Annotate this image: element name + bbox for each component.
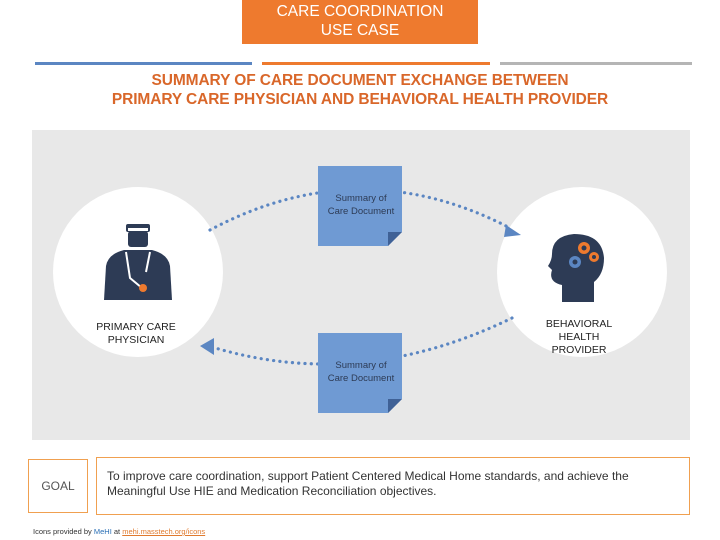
tag-line-2: USE CASE [320, 22, 400, 39]
arrowhead-left [200, 338, 214, 355]
goal-label-box [28, 459, 88, 513]
behavioral-label-line-3: PROVIDER [551, 344, 607, 356]
credit-org: MeHI [93, 527, 112, 536]
physician-label [78, 321, 194, 347]
behavioral-label-line-2: HEALTH [558, 331, 600, 343]
doc-top-label [316, 192, 406, 218]
goal-text-line-1: To improve care coordination, support Patient Centered Medical Home standards, and achieve the [107, 469, 629, 483]
goal-label: GOAL [41, 479, 75, 493]
title-line-2: PRIMARY CARE PHYSICIAN AND BEHAVIORAL HEALTH PROVIDER [111, 91, 609, 108]
behavioral-label-line-1: BEHAVIORAL [545, 318, 613, 330]
doc-bottom-label [316, 359, 406, 385]
goal-text-box [96, 457, 690, 515]
credit-prefix: Icons provided by [33, 527, 94, 536]
physician-label-line-2: PHYSICIAN [107, 334, 165, 346]
doc-top-label-line-2: Care Document [327, 206, 395, 217]
physician-label-line-1: PRIMARY CARE [96, 321, 176, 333]
behavioral-label [529, 318, 629, 357]
doc-top-label-line-1: Summary of [335, 193, 387, 204]
doc-bottom-label-line-1: Summary of [335, 360, 387, 371]
title-line-1: SUMMARY OF CARE DOCUMENT EXCHANGE BETWEEN [151, 72, 569, 89]
icon-credit [33, 527, 205, 536]
doc-bottom-label-line-2: Care Document [327, 373, 395, 384]
credit-mid: at [111, 527, 123, 536]
goal-text-line-2: Meaningful Use HIE and Medication Reconciliation objectives. [107, 484, 437, 498]
tag-line-1: CARE COORDINATION [276, 3, 444, 20]
credit-link[interactable]: mehi.masstech.org/icons [122, 527, 206, 536]
